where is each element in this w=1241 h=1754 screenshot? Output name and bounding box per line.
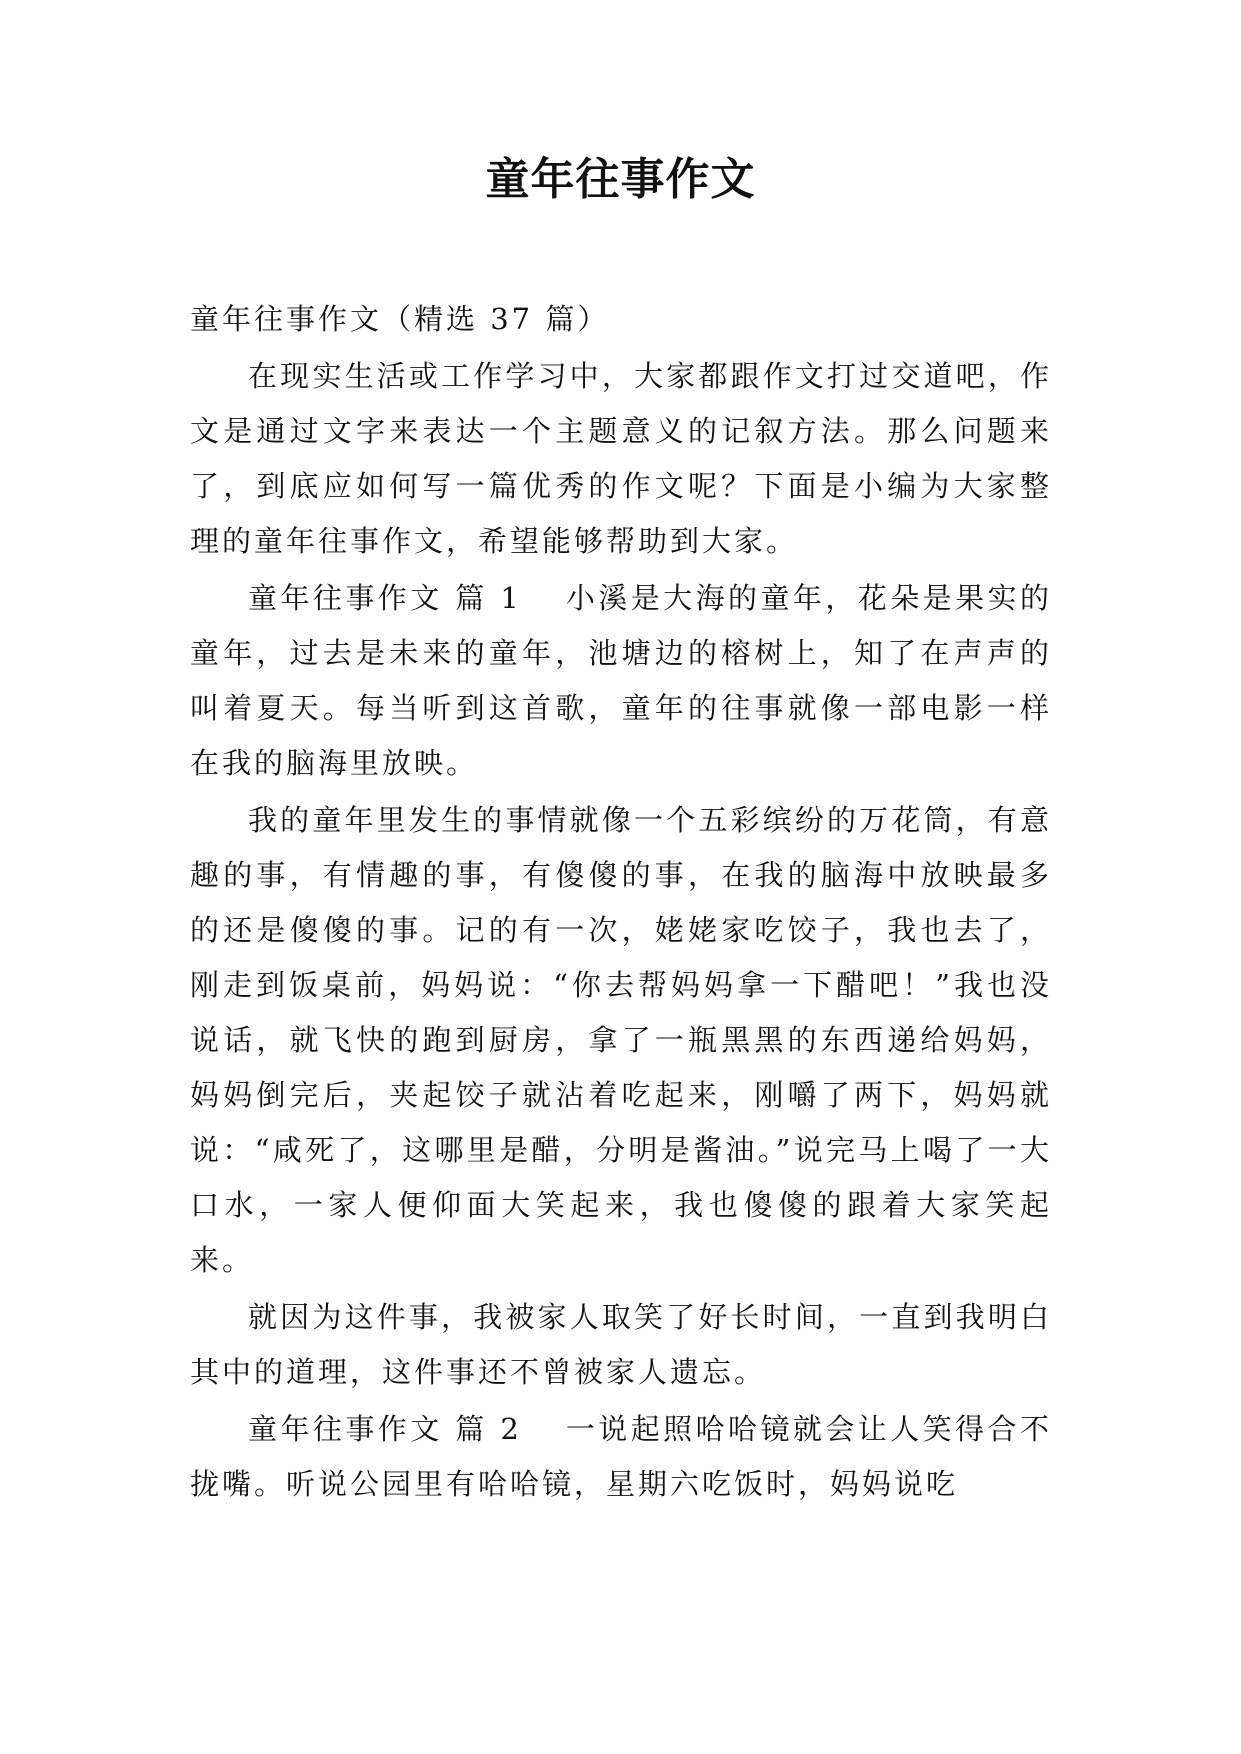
paragraph-text: 在现实生活或工作学习中，大家都跟作文打过交道吧，作文是通过文字来表达一个主题意义的记叙方法。那么问题来了，到底应如何写一篇优秀的作文呢？下面是小编为大家整理的童年往事作文，希望能够帮助到大家。	[190, 359, 1052, 558]
section-heading: 童年往事作文 篇 2	[248, 1412, 522, 1446]
paragraph-intro	[190, 349, 1052, 569]
paragraph-text: 一说起照哈哈镜就会让人笑得合不拢嘴。听说公园里有哈哈镜，星期六吃饭时，妈妈说吃	[190, 1412, 1052, 1501]
document-title: 童年往事作文	[485, 154, 756, 205]
document-subtitle: 童年往事作文（精选 37 篇）	[190, 302, 610, 336]
paragraph-story	[190, 793, 1052, 1288]
paragraph-text: 小溪是大海的童年，花朵是果实的童年，过去是未来的童年，池塘边的榕树上，知了在声声的叫着夏天。每当听到这首歌，童年的往事就像一部电影一样在我的脑海里放映。	[190, 581, 1052, 780]
document-body	[190, 292, 1052, 1514]
paragraph-section-2	[190, 1402, 1052, 1512]
section-heading: 童年往事作文 篇 1	[248, 581, 522, 615]
paragraph-text: 就因为这件事，我被家人取笑了好长时间，一直到我明白其中的道理，这件事还不曾被家人遗忘。	[190, 1300, 1052, 1389]
paragraph-conclusion	[190, 1290, 1052, 1400]
paragraph-section-1	[190, 571, 1052, 791]
paragraph-text: 我的童年里发生的事情就像一个五彩缤纷的万花筒，有意趣的事，有情趣的事，有傻傻的事，在我的脑海中放映最多的还是傻傻的事。记的有一次，姥姥家吃饺子，我也去了，刚走到饭桌前，妈妈说：“你去帮妈妈拿一下醋吧！”我也没说话，就飞快的跑到厨房，拿了一瓶黑黑的东西递给妈妈，妈妈倒完后，夹起饺子就沾着吃起来，刚嚼了两下，妈妈就说：“咸死了，这哪里是醋，分明是酱油。”说完马上喝了一大口水，一家人便仰面大笑起来，我也傻傻的跟着大家笑起来。	[190, 803, 1052, 1277]
